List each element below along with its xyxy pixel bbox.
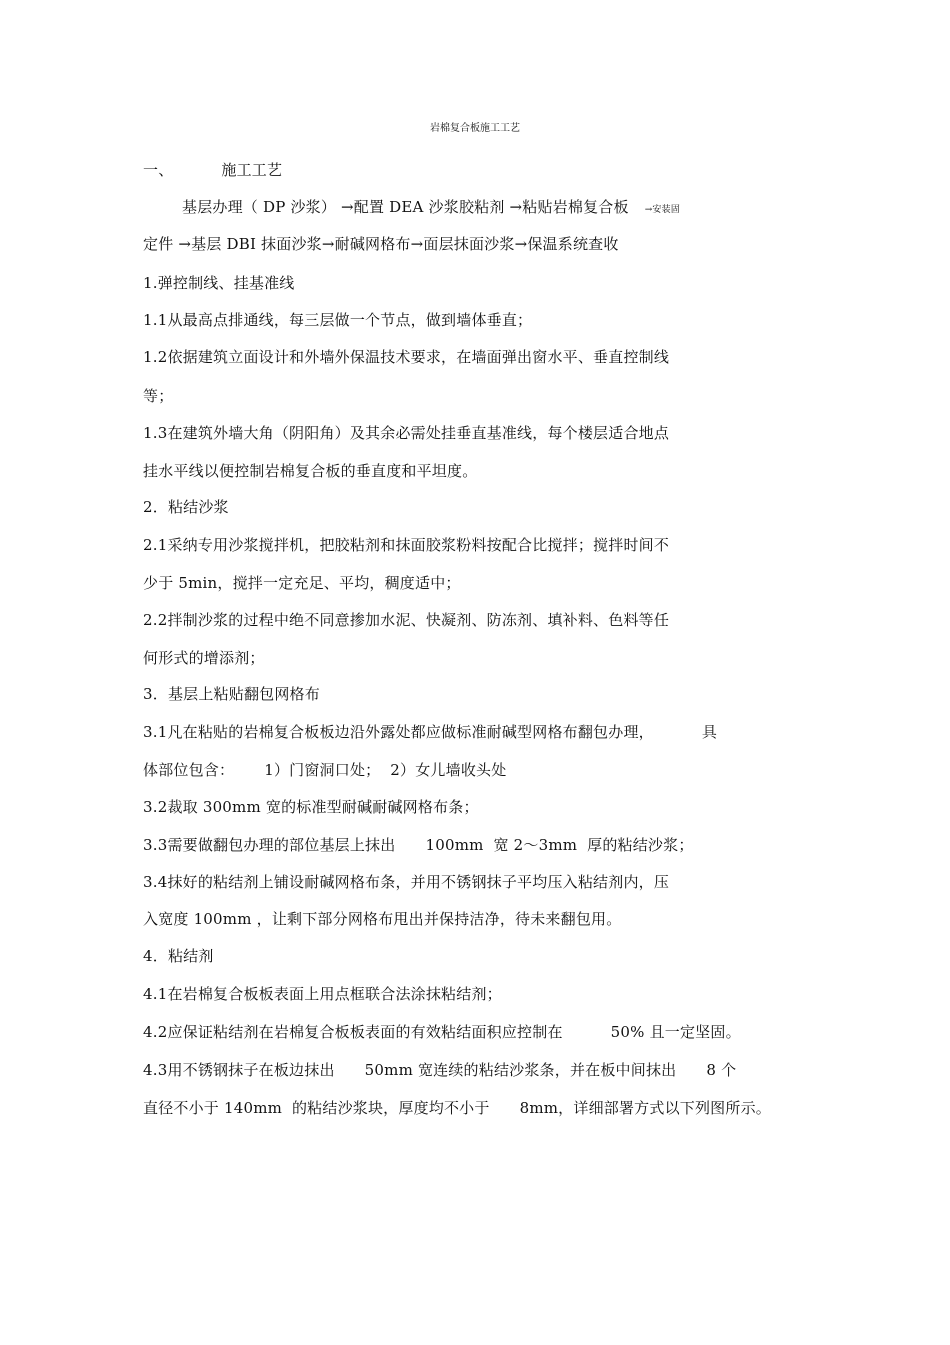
paragraph-1-1: 1.1从最高点排通线，每三层做一个节点，做到墙体垂直； [143, 311, 533, 329]
paragraph-2-1-line-a: 2.1采纳专用沙浆搅拌机，把胶粘剂和抹面胶浆粉料按配合比搅拌；搅拌时间不 [143, 536, 670, 554]
paragraph-1-2-line-a: 1.2依据建筑立面设计和外墙外保温技术要求，在墙面弹出窗水平、垂直控制线 [143, 348, 670, 366]
paragraph-1-3-line-b: 挂水平线以便控制岩棉复合板的垂直度和平坦度。 [143, 462, 478, 480]
subsection-3: 3．基层上粘贴翻包网格布 [143, 685, 320, 703]
process-flow-line-2: 定件 →基层 DBI 抹面沙浆→耐碱网格布→面层抹面沙浆→保温系统查收 [143, 235, 619, 253]
process-flow-text: 基层办理（ DP 沙浆） →配置 DEA 沙浆胶粘剂 →粘贴岩棉复合板 [182, 198, 629, 216]
paragraph-3-4-line-a: 3.4抹好的粘结剂上铺设耐碱网格布条，并用不锈钢抹子平均压入粘结剂内，压 [143, 873, 670, 891]
process-flow-line-1 [182, 196, 680, 221]
paragraph-3-3-text: 3.3需要做翻包办理的部位基层上抹出 [143, 836, 396, 854]
paragraph-4-3-thickness: 8mm，详细部署方式以下列图所示。 [519, 1099, 771, 1117]
paragraph-4-1: 4.1在岩棉复合板板表面上用点框联合法涂抹粘结剂； [143, 985, 502, 1003]
paragraph-4-3-count: 8 个 [706, 1061, 737, 1079]
paragraph-4-2-tail: 50% 且一定坚固。 [610, 1023, 741, 1041]
paragraph-4-2-text: 4.2应保证粘结剂在岩棉复合板板表面的有效粘结面积应控制在 [143, 1023, 563, 1041]
paragraph-3-4-line-b: 入宽度 100mm ，让剩下部分网格布甩出并保持洁净，待未来翻包用。 [143, 910, 622, 928]
paragraph-3-1-label: 体部位包含： [143, 761, 235, 779]
paragraph-2-2-line-a: 2.2拌制沙浆的过程中绝不同意掺加水泥、快凝剂、防冻剂、填补料、色料等任 [143, 611, 670, 629]
section-number: 一、 [143, 161, 174, 179]
process-flow-tail: →安装固 [644, 205, 681, 215]
subsection-2: 2．粘结沙浆 [143, 498, 229, 516]
paragraph-3-1-locations: 1）门窗洞口处； 2）女儿墙收头处 [264, 761, 507, 779]
paragraph-4-3-line-b [143, 1097, 771, 1119]
paragraph-4-3-line-a [143, 1059, 736, 1081]
paragraph-3-1-text: 3.1凡在粘贴的岩棉复合板板边沿外露处都应做标准耐碱型网格布翻包办理， [143, 723, 654, 741]
paragraph-3-1-line-b [143, 759, 506, 781]
paragraph-2-1-line-b: 少于 5min，搅拌一定充足、平均，稠度适中； [143, 574, 461, 592]
paragraph-3-1-line-a [143, 721, 717, 743]
paragraph-4-3-text: 4.3用不锈钢抹子在板边抹出 [143, 1061, 335, 1079]
subsection-4: 4．粘结剂 [143, 947, 214, 965]
paragraph-4-3-strip: 50mm 宽连续的粘结沙浆条，并在板中间抹出 [364, 1061, 677, 1079]
paragraph-3-1-tail: 具 [701, 723, 718, 741]
subsection-1: 1.弹控制线、挂基准线 [143, 274, 295, 292]
paragraph-2-2-line-b: 何形式的增添剂； [143, 649, 265, 667]
paragraph-1-3-line-a: 1.3在建筑外墙大角（阴阳角）及其余必需处挂垂直基准线，每个楼层适合地点 [143, 424, 670, 442]
section-title: 施工工艺 [221, 161, 283, 179]
paragraph-4-2 [143, 1021, 741, 1043]
document-title: 岩棉复合板施工工艺 [430, 123, 520, 134]
paragraph-4-3-diameter: 直径不小于 140mm 的粘结沙浆块，厚度均不小于 [143, 1099, 490, 1117]
paragraph-1-2-line-b: 等； [143, 387, 174, 405]
paragraph-3-3 [143, 834, 694, 856]
section-heading-1 [143, 159, 282, 181]
paragraph-3-2: 3.2裁取 300mm 宽的标准型耐碱耐碱网格布条； [143, 798, 479, 816]
paragraph-3-3-dimensions: 100mm 宽 2～3mm 厚的粘结沙浆； [425, 836, 694, 854]
